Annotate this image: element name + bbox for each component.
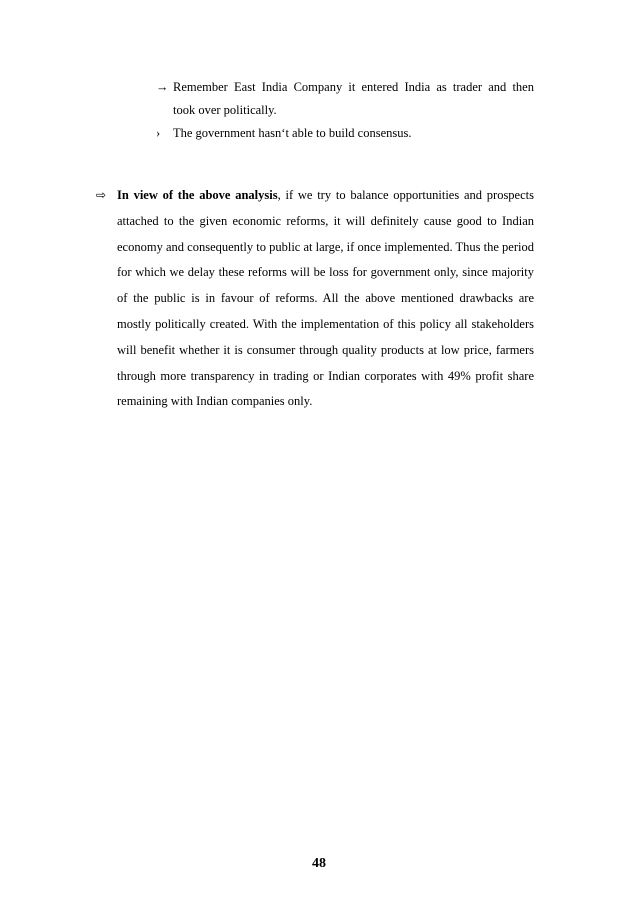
sub-bullet-text-line2: took over politically. — [173, 103, 277, 117]
conclusion-body: , if we try to balance opportunities and prospects attached to the given economic reforms, it will definitely cause good to Indian economy and consequently to public at large, if once implemented. Thus the period for which we delay these reforms will be loss for government only, since majority of the public is in favour of reforms. All the above mentioned drawbacks are mostly politically created. With the implementation of this policy all stakeholders will benefit whether it is consumer through quality products at low price, farmers through more transparency in trading or Indian corporates with 49% profit share remaining with Indian companies only. — [117, 188, 534, 409]
page-number: 48 — [312, 856, 326, 871]
chevron-right-icon: › — [156, 126, 161, 140]
conclusion-text — [117, 183, 534, 415]
sub-bullet-text-line1: Remember East India Company it entered India as trader and then — [173, 80, 534, 94]
right-arrow-icon: → — [156, 80, 169, 94]
outline-arrow-icon: ⇨ — [96, 188, 107, 202]
sub-bullet-text: The government hasn‘t able to build consensus. — [173, 126, 412, 140]
conclusion-paragraph — [96, 183, 534, 415]
conclusion-lead: In view of the above analysis — [117, 188, 278, 202]
